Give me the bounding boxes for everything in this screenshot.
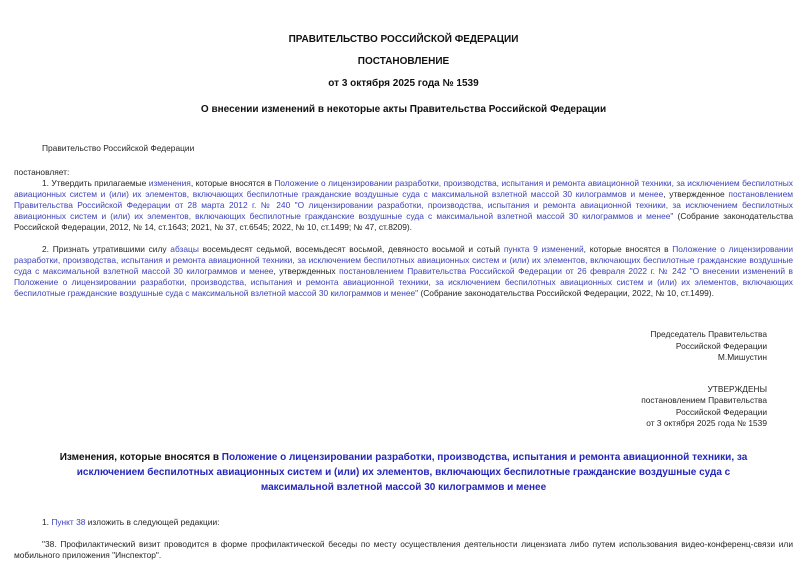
text-segment: 1. <box>42 516 52 527</box>
approved-by-line-1: постановлением Правительства <box>641 395 767 405</box>
document-link[interactable]: постановлением Правительства Российской Федерации от 26 февраля 2022 г. № 242 "О внесении изменений в Положение о лицензировании разработки, производства, испытания и ремонта авиационной техники, за исключением беспилотных авиационных систем и (или) их элементов, включающих беспилотные гражданские воздушные суда с максимальной взлетной массой 30 килограммов и менее" <box>14 266 793 298</box>
annex-title <box>14 450 793 495</box>
text-segment: , утвержденное <box>663 189 729 199</box>
text-segment: 1. Утвердить прилагаемые <box>42 178 149 188</box>
document-type: ПОСТАНОВЛЕНИЕ <box>357 56 450 67</box>
resolution-item-2 <box>14 244 793 299</box>
text-segment: , которые вносятся в <box>190 178 275 188</box>
approved-date-number: от 3 октября 2025 года № 1539 <box>646 418 767 428</box>
text-segment: изложить в следующей редакции: <box>85 516 220 527</box>
annex-quote-paragraph-38: "38. Профилактический визит проводится в форме профилактической беседы по месту осуществления деятельности лицензиата либо путем использования видео-конференц-связи или мобильного приложения "Инспектор". <box>14 538 793 560</box>
preamble-resolves: постановляет: <box>14 167 70 177</box>
document-link[interactable]: постановлением Правительства Российской Федерации от 28 марта 2012 г. № 240 "О лицензировании разработки, производства, испытания и ремонта авиационной техники, за исключением беспилотных авиационных систем и (или) их элементов, включающих беспилотные гражданские воздушные суда с максимальной взлетной массой 30 килограммов и менее" <box>14 189 794 221</box>
text-segment: , которые вносятся в <box>583 244 673 254</box>
government-name: ПРАВИТЕЛЬСТВО РОССИЙСКОЙ ФЕДЕРАЦИИ <box>288 34 519 45</box>
text-segment: (Собрание законодательства Российской Федерации, 2012, № 14, ст.1643; 2021, № 37, ст.6545; 2022, № 10, ст.1499; № 47, ст.8209). <box>14 211 793 232</box>
document-link[interactable]: изменения <box>148 178 191 188</box>
signature-position-line-1: Председатель Правительства <box>650 329 767 339</box>
document-link[interactable]: Положение о лицензировании разработки, производства, испытания и ремонта авиационной техники, за исключением беспилотных авиационных систем и (или) их элементов, включающих беспилотные гражданские воздушные суда с максимальной взлетной массой 30 килограммов и менее <box>14 178 793 199</box>
document-link[interactable]: абзацы <box>170 244 199 254</box>
approved-block <box>14 384 793 430</box>
approved-by-line-2: Российской Федерации <box>675 406 767 417</box>
text-segment: 2. Признать утратившими силу <box>42 244 171 254</box>
text-segment: Изменения, которые вносятся в <box>59 451 222 463</box>
signature-name: М.Мишустин <box>717 352 767 362</box>
annex-item-1 <box>14 517 793 528</box>
approved-label: УТВЕРЖДЕНЫ <box>707 383 767 394</box>
signature-position-line-2: Российской Федерации <box>675 340 767 351</box>
signature-block <box>14 329 793 364</box>
document-link[interactable]: Положение о лицензировании разработки, производства, испытания и ремонта авиационной техники, за исключением беспилотных авиационных систем и (или) их элементов, включающих беспилотные гражданские воздушные суда с максимальной взлетной массой 30 килограммов и менее <box>14 244 794 276</box>
document-link[interactable]: пункта 9 изменений <box>503 244 584 254</box>
document-header <box>14 34 793 116</box>
document-link[interactable]: Пункт 38 <box>51 516 86 527</box>
preamble-intro: Правительство Российской Федерации <box>42 143 195 153</box>
text-segment: восемьдесят седьмой, восемьдесят восьмой, девяносто восьмой и сотый <box>198 244 504 254</box>
text-segment: , утвержденных <box>273 266 340 276</box>
document-date-number: от 3 октября 2025 года № 1539 <box>328 78 479 89</box>
resolution-item-1 <box>14 178 793 233</box>
document-title: О внесении изменений в некоторые акты Правительства Российской Федерации <box>200 104 607 115</box>
text-segment: (Собрание законодательства Российской Федерации, 2022, № 10, ст.1499). <box>418 288 714 298</box>
document-link[interactable]: Положение о лицензировании разработки, производства, испытания и ремонта авиационной техники, за исключением беспилотных авиационных систем и (или) их элементов, включающих беспилотные гражданские воздушные суда с максимальной взлетной массой 30 килограммов и менее <box>76 451 748 493</box>
